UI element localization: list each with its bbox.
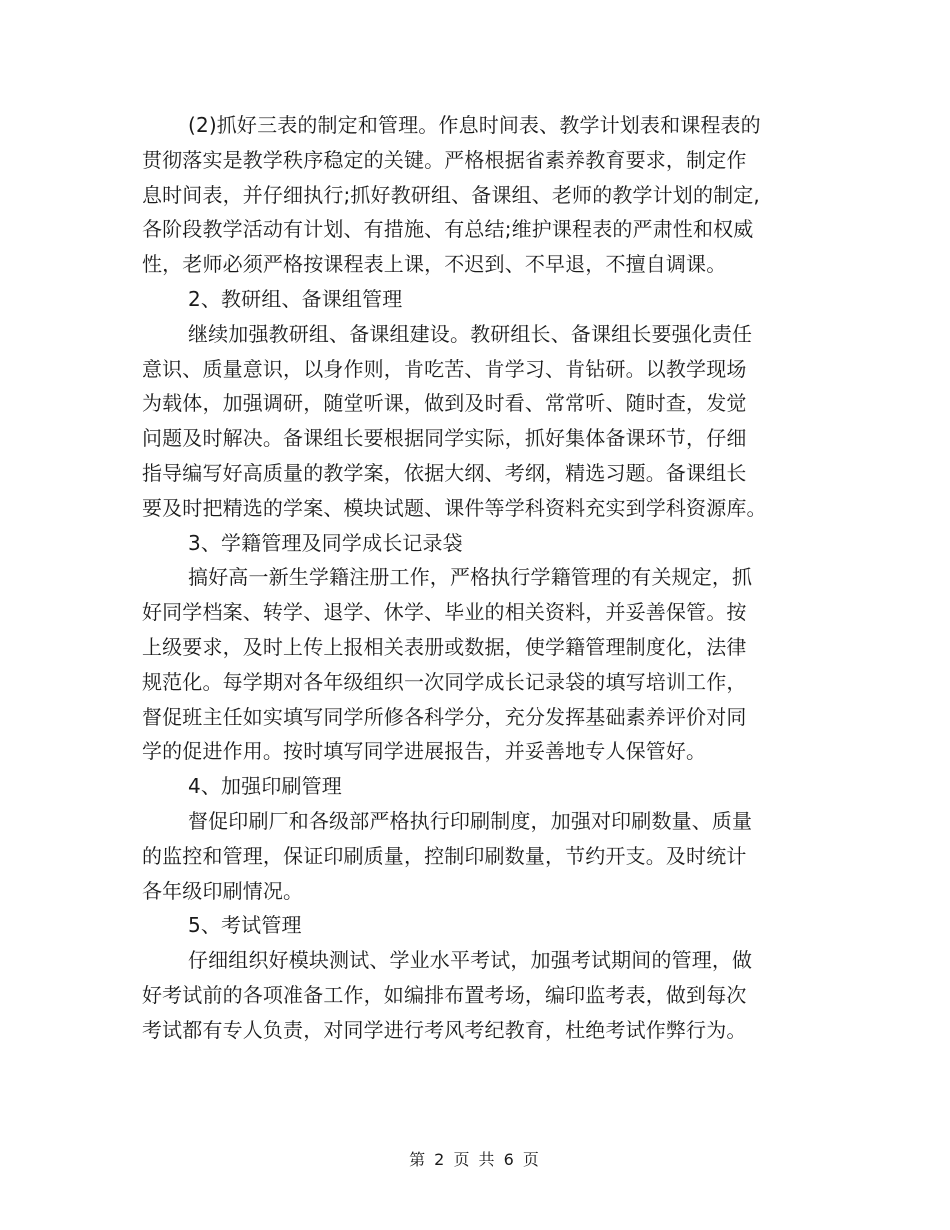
paragraph-line: 的监控和管理，保证印刷质量，控制印刷数量，节约开支。及时统计 — [142, 843, 747, 868]
paragraph-line: 问题及时解决。备课组长要根据同学实际，抓好集体备课环节，仔细 — [142, 426, 747, 451]
section-heading: 3、学籍管理及同学成长记录袋 — [188, 530, 463, 555]
paragraph-line: 考试都有专人负责，对同学进行考风考纪教育，杜绝考试作弊行为。 — [142, 1017, 747, 1042]
document-body — [142, 108, 822, 1048]
paragraph-line: 要及时把精选的学案、模块试题、课件等学科资料充实到学科资源库。 — [142, 495, 767, 520]
section-heading: 5、考试管理 — [188, 913, 302, 938]
paragraph-line: 好考试前的各项准备工作，如编排布置考场，编印监考表，做到每次 — [142, 982, 747, 1007]
page-number: 第 2 页 共 6 页 — [409, 1150, 541, 1169]
paragraph-line: 意识、质量意识，以身作则，肯吃苦、肯学习、肯钻研。以教学现场 — [142, 356, 747, 381]
paragraph-line: 各阶段教学活动有计划、有措施、有总结;维护课程表的严肃性和权威 — [142, 217, 754, 242]
section-heading: 2、教研组、备课组管理 — [188, 286, 403, 311]
paragraph-line: 搞好高一新生学籍注册工作，严格执行学籍管理的有关规定，抓 — [188, 565, 753, 590]
paragraph-line: 督促班主任如实填写同学所修各科学分，充分发挥基础素养评价对同 — [142, 704, 747, 729]
paragraph-line: 各年级印刷情况。 — [142, 878, 304, 903]
paragraph-line: 息时间表，并仔细执行;抓好教研组、备课组、老师的教学计划的制定, — [142, 182, 760, 207]
paragraph-line: 继续加强教研组、备课组建设。教研组长、备课组长要强化责任 — [188, 321, 753, 346]
paragraph-line: 指导编写好高质量的教学案，依据大纲、考纲，精选习题。备课组长 — [142, 460, 747, 485]
paragraph-line: 督促印刷厂和各级部严格执行印刷制度，加强对印刷数量、质量 — [188, 808, 753, 833]
paragraph-line: (2)抓好三表的制定和管理。作息时间表、教学计划表和课程表的 — [188, 113, 761, 137]
paragraph-line: 仔细组织好模块测试、学业水平考试，加强考试期间的管理，做 — [188, 948, 753, 973]
paragraph-line: 贯彻落实是教学秩序稳定的关键。严格根据省素养教育要求，制定作 — [142, 147, 747, 172]
paragraph-line: 规范化。每学期对各年级组织一次同学成长记录袋的填写培训工作， — [142, 669, 747, 694]
paragraph-line: 性，老师必须严格按课程表上课，不迟到、不早退，不擅自调课。 — [142, 252, 727, 277]
paragraph-line: 学的促进作用。按时填写同学进展报告，并妥善地专人保管好。 — [142, 739, 707, 764]
paragraph-line: 好同学档案、转学、退学、休学、毕业的相关资料，并妥善保管。按 — [142, 600, 747, 625]
section-heading: 4、加强印刷管理 — [188, 774, 342, 799]
paragraph-line: 为载体，加强调研，随堂听课，做到及时看、常常听、随时查，发觉 — [142, 391, 747, 416]
paragraph-line: 上级要求，及时上传上报相关表册或数据，使学籍管理制度化，法律 — [142, 634, 747, 659]
